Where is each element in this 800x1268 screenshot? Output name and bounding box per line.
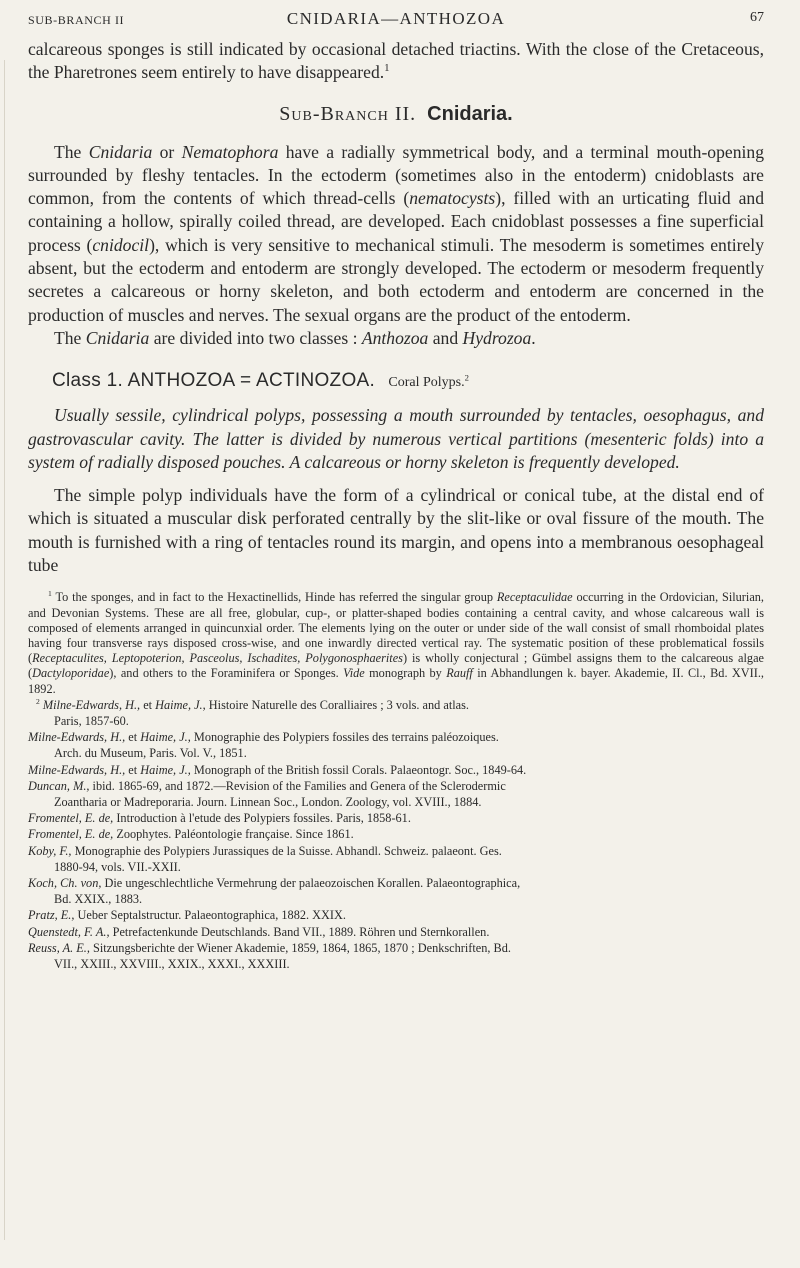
text-run: To the sponges, and in fact to the Hexactinellids, Hinde has referred the singular group bbox=[55, 590, 497, 605]
ref-author: Milne-Edwards, H., bbox=[28, 762, 126, 777]
ref-author: Quenstedt, F. A., bbox=[28, 924, 110, 939]
text-run: ), filled with an urticating fluid and containing a hollow, spirally coiled thread, are developed. Each cnidoblast possesses a fine superficial process ( bbox=[28, 188, 764, 255]
text-run: et bbox=[140, 697, 156, 712]
footnote-marker: 2 bbox=[36, 696, 40, 706]
ref-author: Koby, F., bbox=[28, 843, 72, 858]
ref-author: Duncan, M., bbox=[28, 778, 90, 793]
bibliography-entry bbox=[28, 779, 764, 794]
ref-author: Reuss, A. E., bbox=[28, 940, 90, 955]
italic-term: Dactyloporidae bbox=[32, 666, 110, 681]
text-run: . bbox=[531, 327, 536, 348]
ref-author: Milne-Edwards, H., bbox=[28, 730, 126, 745]
italic-term: Anthozoa bbox=[361, 327, 429, 348]
ref-title: Sitzungsberichte der Wiener Akademie, 1859, 1864, 1865, 1870 ; Denkschriften, Bd. bbox=[89, 940, 511, 955]
classes-paragraph bbox=[28, 327, 764, 350]
subbranch-label: Sub-Branch II. bbox=[279, 102, 417, 125]
italic-term: Cnidaria bbox=[88, 141, 153, 162]
class-heading bbox=[52, 370, 764, 392]
bibliography-entry bbox=[28, 925, 764, 940]
ref-continuation: Bd. XXIX., 1883. bbox=[54, 892, 143, 907]
ref-author: Fromentel, E. de, bbox=[28, 811, 114, 826]
italic-term: Nematophora bbox=[181, 141, 279, 162]
class-common-name bbox=[388, 372, 469, 391]
cnidaria-paragraph bbox=[28, 141, 764, 327]
footnote-marker: 1 bbox=[48, 589, 52, 599]
ref-continuation: Paris, 1857-60. bbox=[54, 713, 129, 728]
bibliography-entry bbox=[28, 908, 764, 923]
ref-continuation: VII., XXIII., XXVIII., XXIX., XXXI., XXXIII. bbox=[54, 957, 290, 972]
italic-term: Receptaculidae bbox=[496, 590, 573, 605]
ref-coauthor: Haime, J., bbox=[140, 762, 191, 777]
bibliography-entry bbox=[28, 876, 764, 891]
ref-author: Fromentel, E. de, bbox=[28, 827, 114, 842]
text-run: have a radially symmetrical body, and a terminal mouth-opening surrounded by fleshy tentacles. In the ectoderm (sometimes also in the entoderm) cnidoblasts are common, from the contents of which thread-cells ( bbox=[28, 141, 764, 209]
text-run: ), which is very sensitive to mechanical stimuli. The mesoderm is sometimes entirely absent, but the ectoderm and entoderm are strongly developed. The ectoderm or mesoderm frequently secretes a calcareous or horny skeleton, and both ectoderm and entoderm are concerned in the production of muscles and nerves. The sexual organs are the product of the entoderm. bbox=[28, 234, 764, 325]
ref-title: ibid. 1865-69, and 1872.—Revision of the Families and Genera of the Sclerodermic bbox=[89, 778, 506, 793]
text-run: monograph by bbox=[364, 666, 447, 681]
footnote-ref-1: 1 bbox=[384, 62, 390, 75]
ref-title: Monograph of the British fossil Corals. Palaeontogr. Soc., 1849-64. bbox=[190, 762, 527, 777]
italic-term: Vide bbox=[343, 666, 365, 681]
ref-title: Zoophytes. Paléontologie française. Since 1861. bbox=[113, 827, 354, 842]
ref-continuation: Arch. du Museum, Paris. Vol. V., 1851. bbox=[54, 746, 247, 761]
bibliography-entry bbox=[28, 763, 764, 778]
running-head-title: CNIDARIA—ANTHOZOA bbox=[286, 9, 506, 28]
ref-author: Pratz, E., bbox=[28, 908, 75, 923]
text-run: and bbox=[428, 327, 463, 348]
text-run: ) is wholly conjectural ; Gümbel assigns them to the calcareous algae ( bbox=[28, 651, 764, 681]
class-title: Class 1. ANTHOZOA = ACTINOZOA. bbox=[52, 370, 376, 392]
ref-title: Die ungeschlechtliche Vermehrung der palaeozoischen Korallen. Palaeontographica, bbox=[101, 876, 521, 890]
bibliography-entry bbox=[28, 941, 764, 956]
text-run: are divided into two classes : bbox=[149, 327, 362, 348]
common-name-text: Coral Polyps. bbox=[388, 375, 465, 391]
footnote-1 bbox=[28, 590, 764, 696]
footnote-ref-2: 2 bbox=[464, 372, 469, 383]
text-run: or bbox=[152, 141, 182, 162]
footnote-2 bbox=[28, 698, 764, 972]
italic-term: Hydrozoa bbox=[462, 327, 532, 348]
ref-author: Milne-Edwards, H., bbox=[42, 697, 141, 712]
ref-title: Ueber Septalstructur. Palaeontographica, 1882. XXIX. bbox=[74, 908, 346, 923]
subbranch-heading bbox=[28, 103, 764, 126]
text-run: et bbox=[125, 762, 141, 777]
italic-term: Receptaculites, Leptopoterion, Pasceolus, Ischadites, Polygonosphaerites bbox=[32, 651, 403, 666]
italic-term: Rauff bbox=[446, 666, 473, 681]
text-run: The bbox=[54, 327, 86, 348]
text-run: ), and others to the Foraminifera or Sponges. bbox=[109, 666, 344, 681]
ref-coauthor: Haime, J., bbox=[140, 730, 191, 745]
ref-continuation: 1880-94, vols. VII.-XXII. bbox=[54, 859, 181, 874]
footnotes bbox=[28, 590, 764, 972]
ref-author: Koch, Ch. von, bbox=[28, 876, 102, 890]
polyp-paragraph: The simple polyp individuals have the form of a cylindrical or conical tube, at the distal end of which is situated a muscular disk perforated centrally by the slit-like or oval fissure of the mouth. The mouth is furnished with a ring of tentacles round its margin, and opens into a membranous oesophageal tube bbox=[28, 485, 764, 576]
bibliography-entry bbox=[28, 698, 764, 713]
intro-paragraph bbox=[28, 38, 764, 85]
text-run: The bbox=[54, 141, 89, 162]
running-head-section: SUB-BRANCH II bbox=[28, 13, 125, 27]
italic-term: cnidocil bbox=[92, 234, 150, 255]
text-run: et bbox=[125, 730, 141, 745]
intro-text: calcareous sponges is still indicated by occasional detached triactins. With the close of the Cretaceous, the Pharetrones seem entirely to have disappeared. bbox=[28, 39, 764, 83]
italic-term: nematocysts bbox=[409, 188, 496, 209]
bibliography-entry bbox=[28, 844, 764, 859]
ref-title: Histoire Naturelle des Coralliaires ; 3 vols. and atlas. bbox=[205, 697, 469, 712]
bibliography-entry bbox=[28, 730, 764, 745]
ref-coauthor: Haime, J., bbox=[155, 697, 206, 712]
running-head bbox=[28, 0, 764, 38]
ref-title: Petrefactenkunde Deutschlands. Band VII., 1889. Röhren und Sternkorallen. bbox=[109, 924, 490, 939]
ref-title: Monographie des Polypiers Jurassiques de la Suisse. Abhandl. Schweiz. palaeont. Ges. bbox=[71, 843, 502, 858]
page-number: 67 bbox=[750, 10, 764, 25]
text-run: in Abhandlungen k. bayer. Akademie, II. Cl., Bd. XVII., 1892. bbox=[28, 666, 764, 696]
page-edge-shadow bbox=[4, 60, 5, 1240]
ref-title: Monographie des Polypiers fossiles des terrains paléozoiques. bbox=[190, 730, 499, 745]
ref-title: Introduction à l'etude des Polypiers fossiles. Paris, 1858-61. bbox=[113, 811, 411, 826]
bibliography-entry bbox=[28, 811, 764, 826]
ref-continuation: Zoantharia or Madreporaria. Journ. Linnean Soc., London. Zoology, vol. XVIII., 1884. bbox=[54, 794, 482, 809]
class-diagnosis: Usually sessile, cylindrical polyps, possessing a mouth surrounded by tentacles, oesophagus, and gastrovascular cavity. The latter is divided by numerous vertical partitions (mesenteric folds) into a system of radially disposed pouches. A calcareous or horny skeleton is frequently developed. bbox=[28, 405, 764, 472]
bibliography-entry bbox=[28, 827, 764, 842]
italic-term: Cnidaria bbox=[85, 327, 150, 348]
text-run: occurring in the Ordovician, Silurian, and Devonian Systems. These are all free, globular, cup-, or platter-shaped bodies containing a central cavity, and whose calcareous wall is composed of elements arranged in quincunxial order. The elements lying on the outer or under side of the wall consist of small rhomboidal plates having four transverse rays disposed cross-wise, and one inwardly directed vertical ray. The systematic position of these problematical fossils ( bbox=[28, 590, 765, 666]
subbranch-name: Cnidaria. bbox=[427, 102, 513, 125]
